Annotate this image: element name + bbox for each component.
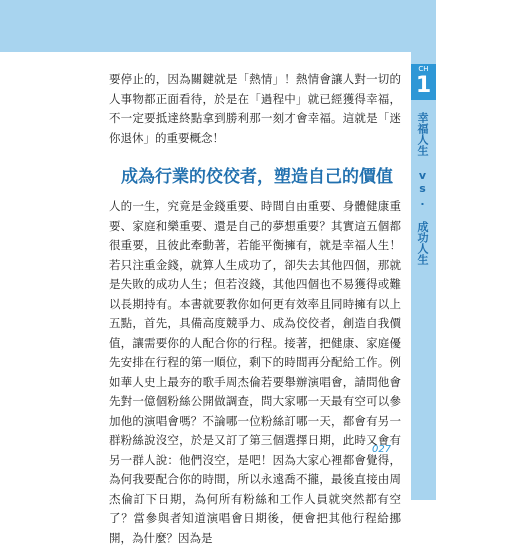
page-body	[109, 70, 401, 548]
chapter-tab	[411, 64, 436, 100]
section-heading: 成為行業的佼佼者，塑造自己的價值	[121, 167, 393, 187]
paragraph-main: 人的一生，究竟是金錢重要、時間自由重要、身體健康重要、家庭和樂重要、還是自己的夢想重要？其實這五個都很重要，且彼此牽動著，若能平衡擁有，就是幸福人生！若只注重金錢，就算人生成功了，卻失去其他四個，那就是失敗的成功人生；但若沒錢，其他四個也不易獲得或難以長期持有。本書就要教你如何更有效率且同時擁有以上五點，首先，具備高度競爭力、成為佼佼者，創造自我價值，讓需要你的人配合你的行程。接著，把健康、家庭優先安排在行程的第一順位，剩下的時間再分配給工作。例如華人史上最夯的歌手周杰倫若要舉辦演唱會，請問他會先對一億個粉絲公開做調查，問大家哪一天最有空可以參加他的演唱會嗎？不論哪一位粉絲訂哪一天，都會有另一群粉絲說沒空，於是又訂了第三個選擇日期，此時又會有另一群人說：他們沒空，是吧！因為大家心裡都會覺得，為何我要配合你的時間，所以永遠喬不攏，最後直接由周杰倫訂下日期，為何所有粉絲和工作人員就突然都有空了？當參與者知道演唱會日期後，便會把其他行程給挪開，為什麼？因為是	[109, 199, 401, 545]
header-color-band	[0, 0, 436, 52]
chapter-number: 1	[415, 73, 432, 98]
page-number: 027	[372, 444, 392, 455]
paragraph-top: 要停止的，因為關鍵就是「熱情」！熱情會讓人對一切的人事物都正面看待，於是在「過程中」就已經獲得幸福，不一定要抵達終點拿到勝利那一刻才會幸福。這就是「迷你退休」的重要概念！	[109, 72, 401, 145]
chapter-side-title: 幸福人生 vs. 成功人生	[416, 112, 429, 265]
chapter-label: CH	[418, 65, 429, 73]
